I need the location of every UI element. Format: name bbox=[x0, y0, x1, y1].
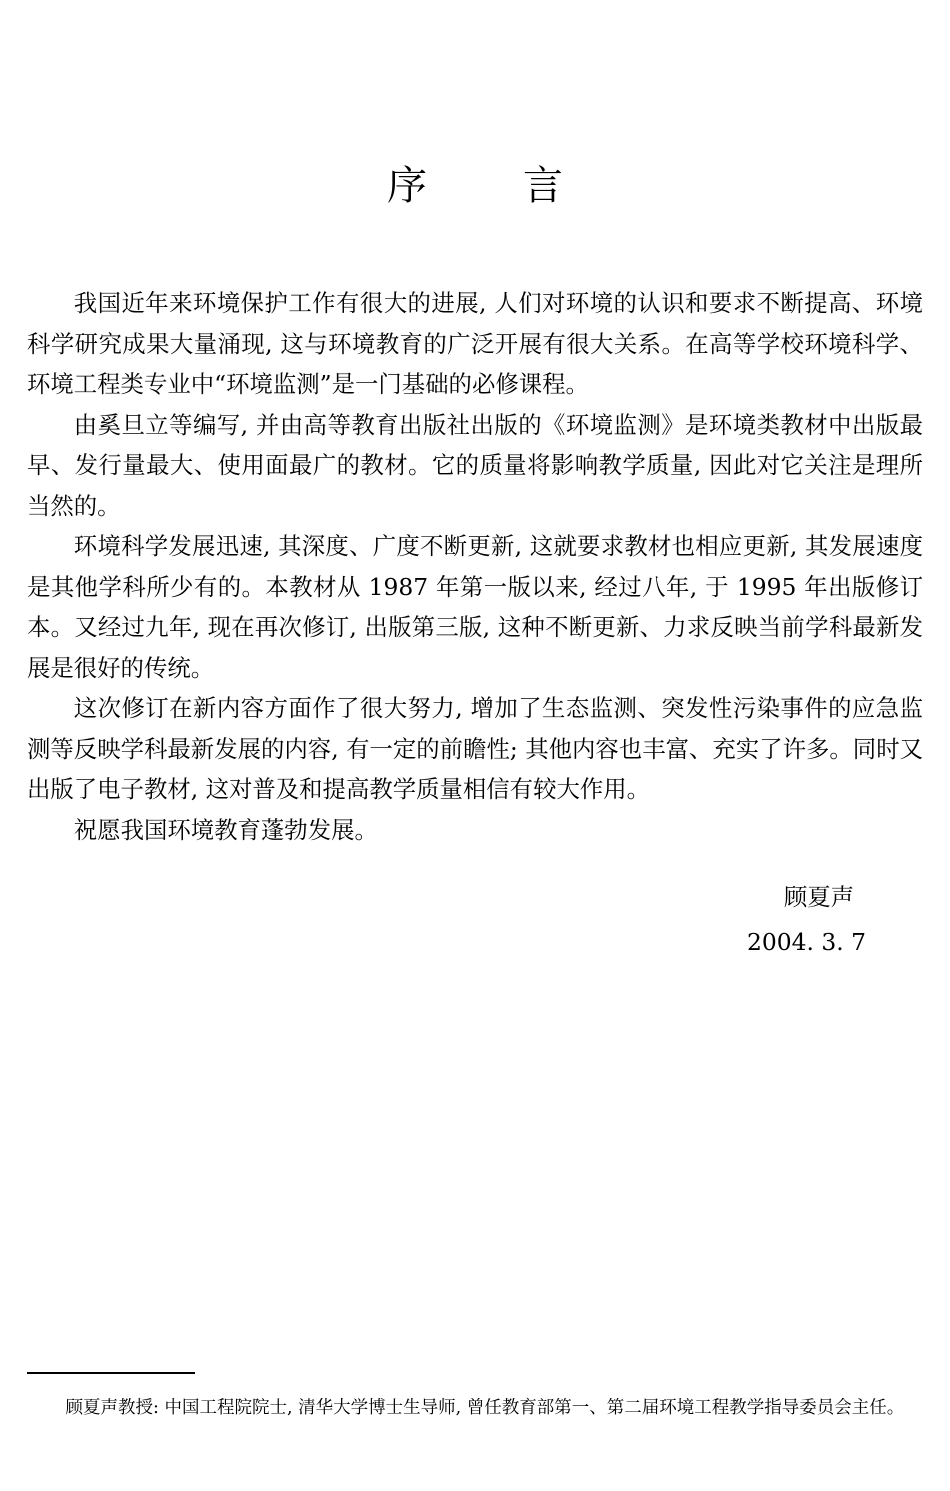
page-title: 序言 bbox=[387, 163, 659, 209]
signature-author: 顾夏声 bbox=[783, 883, 854, 911]
signature-date: 2004. 3. 7 bbox=[746, 928, 866, 956]
footnote-divider bbox=[27, 1372, 195, 1374]
paragraph: 这次修订在新内容方面作了很大努力, 增加了生态监测、突发性污染事件的应急监测等反映学科最新发展的内容, 有一定的前瞻性; 其他内容也丰富、充实了许多。同时又出版了电子教材, 这对普及和提高教学质量相信有较大作用。 bbox=[27, 694, 923, 803]
signature-block bbox=[747, 875, 866, 965]
paragraph: 我国近年来环境保护工作有很大的进展, 人们对环境的认识和要求不断提高、环境科学研究成果大量涌现, 这与环境教育的广泛开展有很大关系。在高等学校环境科学、环境工程类专业中“环境监测”是一门基础的必修课程。 bbox=[27, 289, 923, 398]
footnote bbox=[27, 1393, 923, 1424]
footnote-text: 顾夏声教授: 中国工程院院士, 清华大学博士生导师, 曾任教育部第一、第二届环境工程教学指导委员会主任。 bbox=[65, 1398, 905, 1418]
paragraph: 环境科学发展迅速, 其深度、广度不断更新, 这就要求教材也相应更新, 其发展速度是其他学科所少有的。本教材从 1987 年第一版以来, 经过八年, 于 1995 年出版修订本。又经过九年, 现在再次修订, 出版第三版, 这种不断更新、力求反映当前学科最新发展是很好的传统。 bbox=[27, 532, 923, 682]
preface-body bbox=[27, 283, 923, 850]
paragraph: 由奚旦立等编写, 并由高等教育出版社出版的《环境监测》是环境类教材中出版最早、发行量最大、使用面最广的教材。它的质量将影响教学质量, 因此对它关注是理所当然的。 bbox=[27, 410, 923, 520]
paragraph: 祝愿我国环境教育蓬勃发展。 bbox=[73, 815, 378, 844]
